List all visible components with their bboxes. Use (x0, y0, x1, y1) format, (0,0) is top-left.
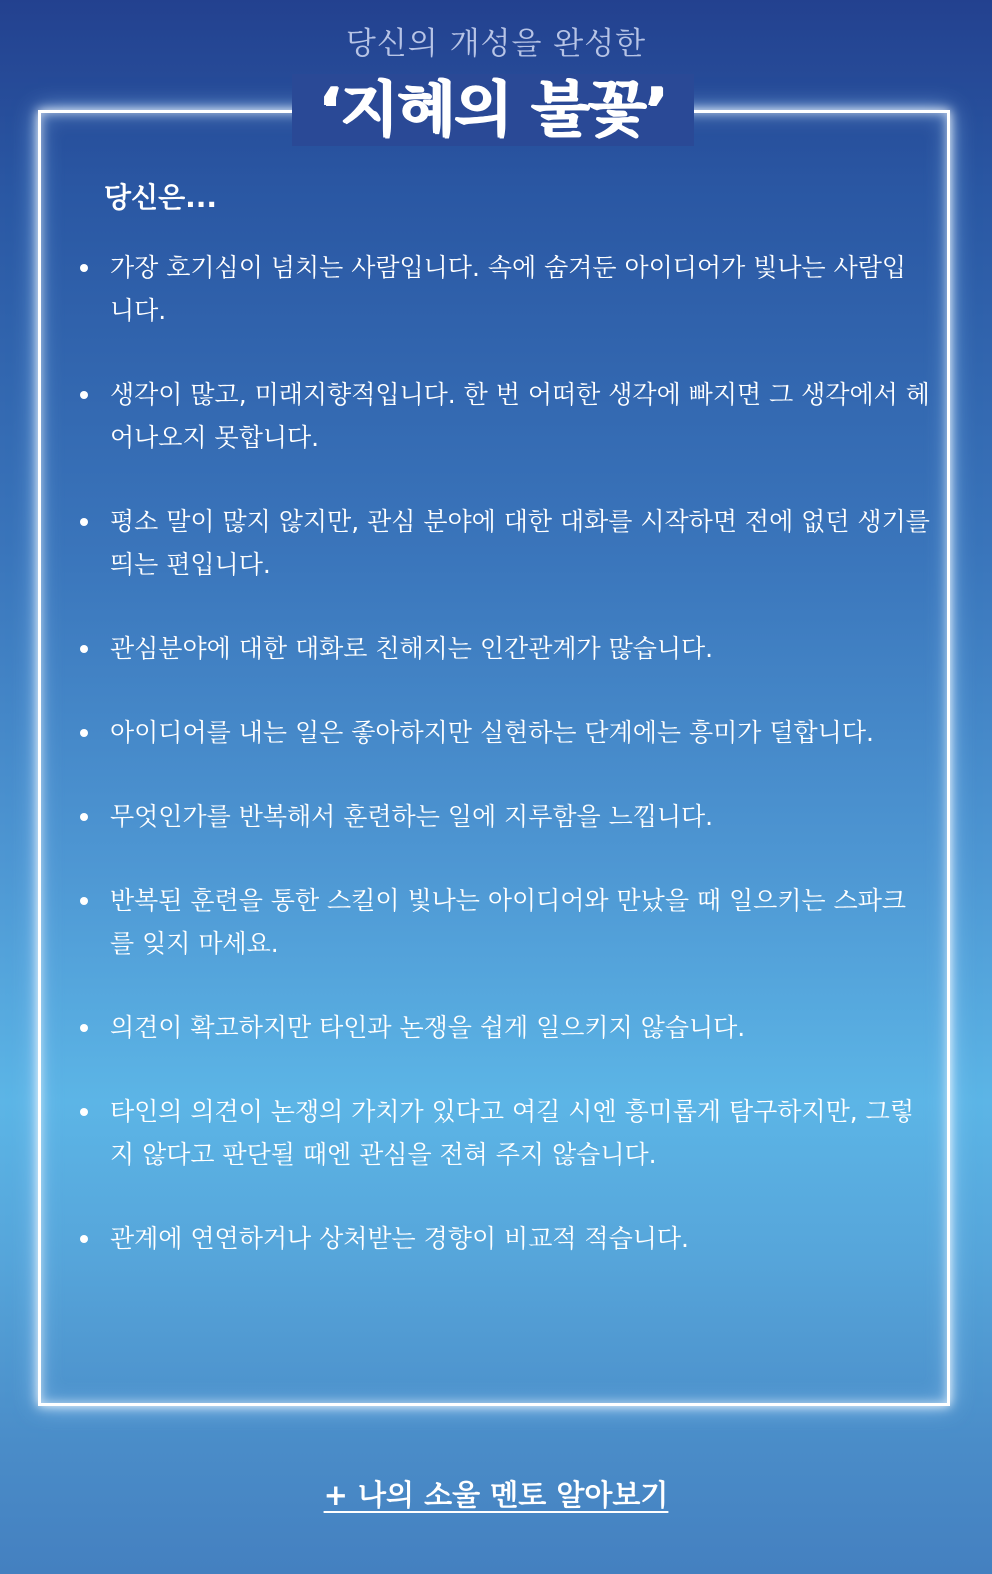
soul-mentor-link[interactable]: + 나의 소울 멘토 알아보기 (323, 1478, 669, 1512)
trait-item: 반복된 훈련을 통한 스킬이 빛나는 아이디어와 만났을 때 일으키는 스파크를 잊지 마세요. (110, 879, 930, 965)
trait-item: 의견이 확고하지만 타인과 논쟁을 쉽게 일으키지 않습니다. (110, 1006, 930, 1049)
trait-item: 관심분야에 대한 대화로 친해지는 인간관계가 많습니다. (110, 627, 930, 670)
trait-item: 타인의 의견이 논쟁의 가치가 있다고 여길 시엔 흥미롭게 탐구하지만, 그렇지 않다고 판단될 때엔 관심을 전혀 주지 않습니다. (110, 1090, 930, 1176)
soul-mentor-link-wrap (0, 1473, 992, 1514)
card-lead: 당신은... (104, 181, 218, 214)
trait-item: 생각이 많고, 미래지향적입니다. 한 번 어떠한 생각에 빠지면 그 생각에서 헤어나오지 못합니다. (110, 373, 930, 459)
trait-list (110, 246, 930, 1301)
trait-item: 관계에 연연하거나 상처받는 경향이 비교적 적습니다. (110, 1217, 930, 1260)
page-title: ‘지혜의 불꽃’ (318, 75, 668, 145)
page-subtitle: 당신의 개성을 완성한 (345, 26, 647, 62)
trait-item: 가장 호기심이 넘치는 사람입니다. 속에 숨겨둔 아이디어가 빛나는 사람입니다. (110, 246, 930, 332)
trait-item: 아이디어를 내는 일은 좋아하지만 실현하는 단계에는 흥미가 덜합니다. (110, 711, 930, 754)
trait-item: 무엇인가를 반복해서 훈련하는 일에 지루함을 느낍니다. (110, 795, 930, 838)
title-banner (292, 74, 694, 146)
trait-item: 평소 말이 많지 않지만, 관심 분야에 대한 대화를 시작하면 전에 없던 생기를 띄는 편입니다. (110, 500, 930, 586)
